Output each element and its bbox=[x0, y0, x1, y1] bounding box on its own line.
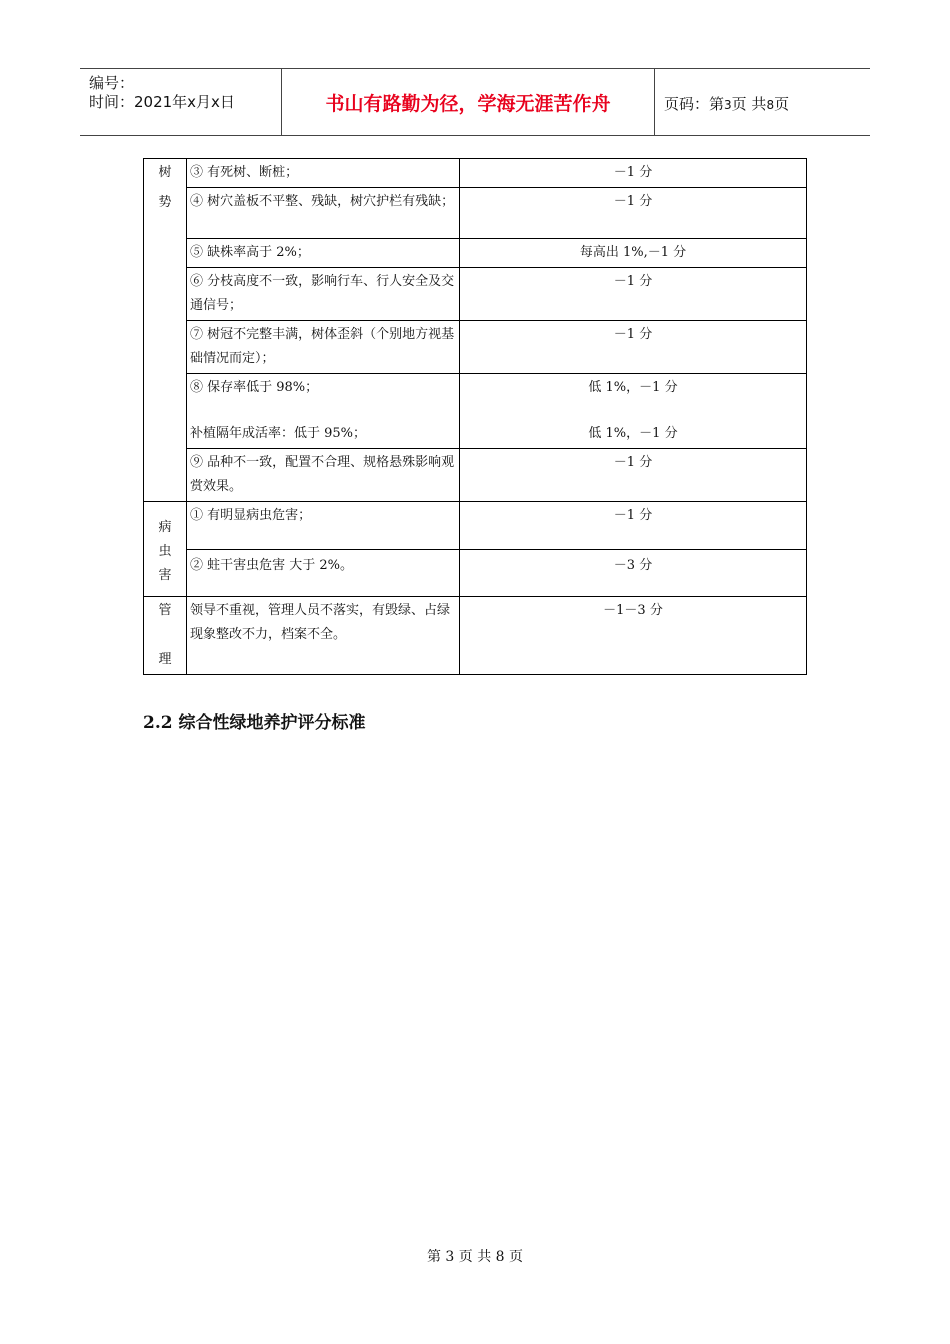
page-current: 3 bbox=[724, 98, 732, 112]
item-text: ④ 树穴盖板不平整、残缺，树穴护栏有残缺； bbox=[187, 188, 460, 239]
item-text: ③ 有死树、断桩； bbox=[187, 159, 460, 188]
item-score: 每高出 1%,－1 分 bbox=[460, 239, 807, 268]
category-char: 树 bbox=[158, 165, 172, 180]
code-label: 编号： bbox=[89, 74, 135, 92]
item-score-secondary: 低 1%，－1 分 bbox=[588, 426, 678, 441]
table-row bbox=[144, 239, 807, 268]
item-score: －1 分 bbox=[460, 449, 807, 502]
item-text: ⑧ 保存率低于 98%； bbox=[190, 380, 319, 395]
item-score: －1 分 bbox=[460, 188, 807, 239]
header-page-info bbox=[664, 93, 789, 114]
spacer bbox=[190, 400, 456, 422]
page-total: 8 bbox=[766, 98, 775, 112]
item-text: ① 有明显病虫危害； bbox=[187, 502, 460, 550]
table-row bbox=[144, 374, 807, 449]
item-score: －3 分 bbox=[460, 550, 807, 597]
item-text: ⑥ 分枝高度不一致，影响行车、行人安全及交通信号； bbox=[187, 268, 460, 321]
item-text: ⑨ 品种不一致，配置不合理、规格悬殊影响观赏效果。 bbox=[187, 449, 460, 502]
page-prefix: 页码：第 bbox=[664, 95, 725, 113]
category-char: 病 bbox=[158, 520, 172, 535]
table-row bbox=[144, 268, 807, 321]
scoring-table bbox=[143, 158, 807, 675]
item-score: －1 分 bbox=[460, 321, 807, 374]
section-title: 2.2 综合性绿地养护评分标准 bbox=[143, 713, 366, 733]
item-score: －1－3 分 bbox=[460, 597, 807, 675]
item-score: －1 分 bbox=[460, 159, 807, 188]
category-cell bbox=[144, 159, 187, 502]
table-row bbox=[144, 188, 807, 239]
page-header bbox=[80, 68, 870, 136]
category-cell bbox=[144, 502, 187, 597]
spacer bbox=[463, 400, 803, 422]
page-suffix: 页 bbox=[774, 95, 790, 113]
date-label: 时间：2021年x月x日 bbox=[89, 93, 235, 111]
item-text: ② 蛀干害虫危害 大于 2%。 bbox=[187, 550, 460, 597]
page-footer: 第 3 页 共 8 页 bbox=[426, 1249, 524, 1265]
header-motto: 书山有路勤为径，学海无涯苦作舟 bbox=[282, 69, 655, 135]
item-text: ⑦ 树冠不完整丰满，树体歪斜（个别地方视基础情况而定）； bbox=[187, 321, 460, 374]
item-score-multi bbox=[460, 374, 807, 449]
table-row bbox=[144, 597, 807, 675]
item-score: －1 分 bbox=[460, 268, 807, 321]
item-text-secondary: 补植隔年成活率：低于 95%； bbox=[190, 426, 367, 441]
item-text-multi bbox=[187, 374, 460, 449]
category-char: 害 bbox=[158, 568, 172, 583]
category-char: 势 bbox=[158, 195, 172, 210]
item-score: 低 1%，－1 分 bbox=[588, 380, 678, 395]
item-text: 领导不重视，管理人员不落实，有毁绿、占绿现象整改不力，档案不全。 bbox=[187, 597, 460, 675]
category-char: 管 bbox=[158, 603, 172, 618]
item-text: ⑤ 缺株率高于 2%； bbox=[187, 239, 460, 268]
table-row bbox=[144, 159, 807, 188]
table-row bbox=[144, 550, 807, 597]
page-mid: 页 共 bbox=[731, 95, 767, 113]
table-row bbox=[144, 449, 807, 502]
category-char: 虫 bbox=[158, 544, 172, 559]
header-meta bbox=[80, 69, 282, 135]
table-row bbox=[144, 321, 807, 374]
category-cell bbox=[144, 597, 187, 675]
table-row bbox=[144, 502, 807, 550]
item-score: －1 分 bbox=[460, 502, 807, 550]
category-char: 理 bbox=[158, 652, 172, 667]
